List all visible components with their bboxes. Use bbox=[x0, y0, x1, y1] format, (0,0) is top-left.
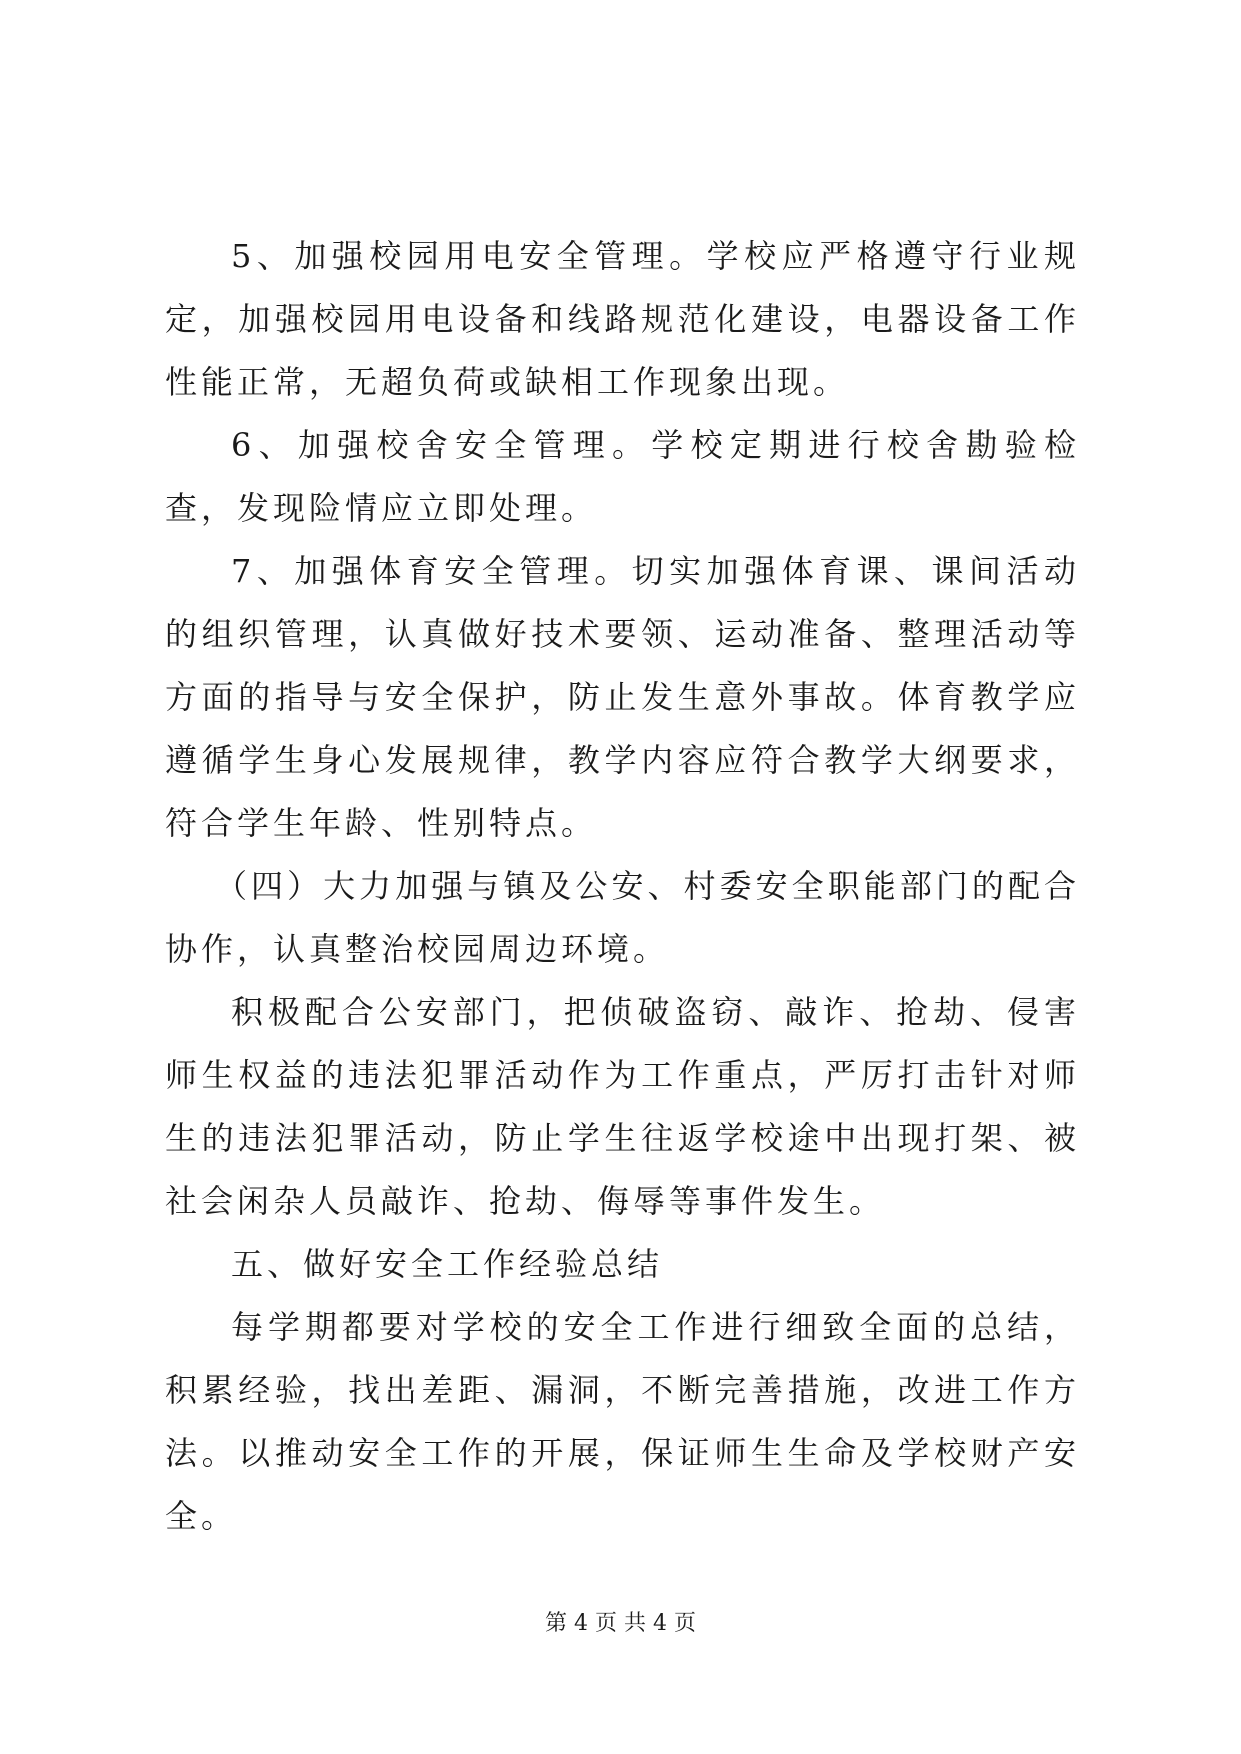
paragraph-building-safety: 6、加强校舍安全管理。学校定期进行校舍勘验检查，发现险情应立即处理。 bbox=[165, 426, 1080, 527]
paragraph-electricity-safety: 5、加强校园用电安全管理。学校应严格遵守行业规定，加强校园用电设备和线路规范化建设，电器设备工作性能正常，无超负荷或缺相工作现象出现。 bbox=[165, 237, 1080, 401]
page-number-footer: 第 4 页 共 4 页 bbox=[545, 1611, 696, 1636]
section-heading-five: 五、做好安全工作经验总结 bbox=[231, 1245, 664, 1283]
paragraph-sports-safety: 7、加强体育安全管理。切实加强体育课、课间活动的组织管理，认真做好技术要领、运动准备、整理活动等方面的指导与安全保护，防止发生意外事故。体育教学应遵循学生身心发展规律，教学内容应符合教学大纲要求，符合学生年龄、性别特点。 bbox=[165, 552, 1080, 842]
paragraph-section-four: （四）大力加强与镇及公安、村委安全职能部门的配合协作，认真整治校园周边环境。 bbox=[165, 867, 1080, 968]
paragraph-police-cooperation: 积极配合公安部门，把侦破盗窃、敲诈、抢劫、侵害师生权益的违法犯罪活动作为工作重点，严厉打击针对师生的违法犯罪活动，防止学生往返学校途中出现打架、被社会闲杂人员敲诈、抢劫、侮辱等事件发生。 bbox=[165, 993, 1080, 1220]
document-body bbox=[165, 225, 1080, 1548]
paragraph-summary: 每学期都要对学校的安全工作进行细致全面的总结，积累经验，找出差距、漏洞，不断完善措施，改进工作方法。以推动安全工作的开展，保证师生生命及学校财产安全。 bbox=[165, 1308, 1080, 1535]
